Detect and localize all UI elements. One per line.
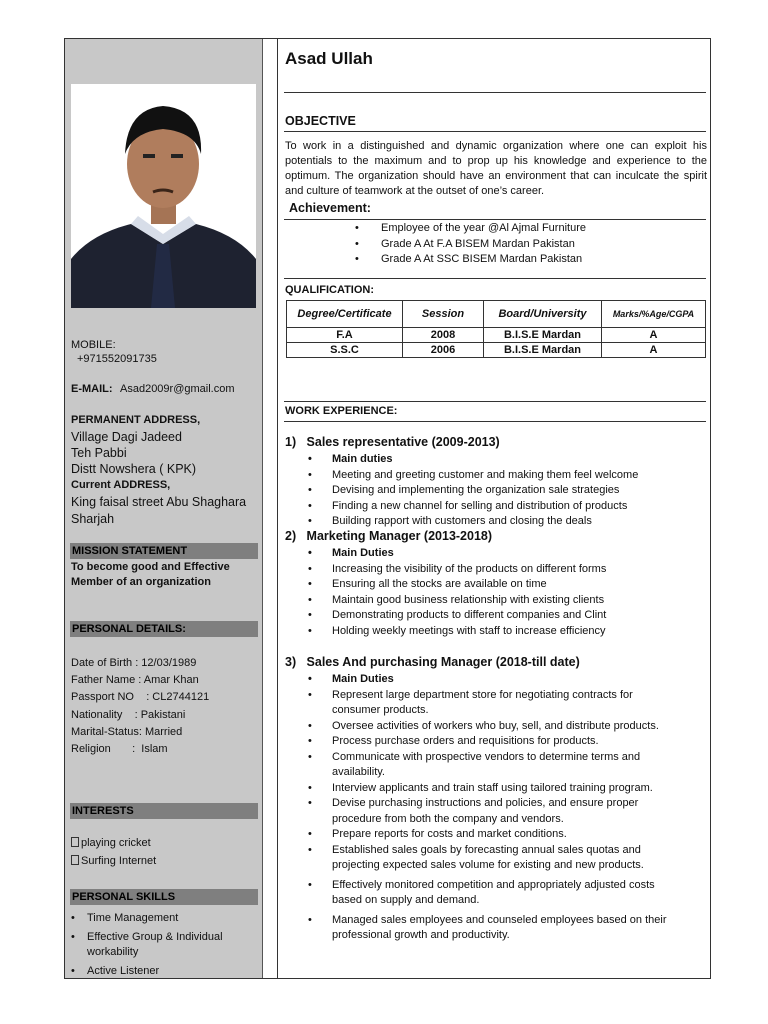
duty-item: • Effectively monitored competition and appropriately adjusted costs based on supply and demand.	[308, 878, 678, 909]
job-title-2: 2) Marketing Manager (2013-2018)	[285, 529, 493, 543]
col-marks: Marks/%Age/CGPA	[602, 301, 706, 328]
achievement-title: Achievement:	[289, 201, 371, 215]
divider	[284, 421, 706, 422]
interest-item	[71, 836, 151, 851]
table-row	[287, 328, 706, 343]
candidate-name: Asad Ullah	[285, 49, 373, 68]
duty-item: • Ensuring all the stocks are available on time	[308, 577, 708, 593]
permanent-address-label: PERMANENT ADDRESS,	[71, 414, 201, 426]
col-degree: Degree/Certificate	[287, 301, 403, 328]
col-board: Board/University	[484, 301, 602, 328]
mission-header: MISSION STATEMENT	[70, 543, 258, 559]
table-cell: B.I.S.E Mardan	[484, 343, 602, 358]
divider	[284, 131, 706, 132]
table-cell: B.I.S.E Mardan	[484, 328, 602, 343]
skill-item: • Time Management	[71, 911, 251, 927]
table-row	[287, 343, 706, 358]
achievement-list	[355, 221, 586, 268]
sidebar	[65, 39, 263, 978]
duty-item: • Holding weekly meetings with staff to increase efficiency	[308, 624, 708, 640]
duty-item: • Established sales goals by forecasting annual sales quotas and projecting expected sales volume for existing and new products.	[308, 843, 678, 874]
table-cell: 2008	[403, 328, 484, 343]
personal-passport: Passport NO : CL2744121	[71, 691, 210, 703]
duty-item: • Finding a new channel for selling and distribution of products	[308, 499, 708, 515]
duty-item: • Prepare reports for costs and market conditions.	[308, 827, 678, 843]
interest-label: Surfing Internet	[81, 855, 157, 867]
interest-label: playing cricket	[81, 837, 151, 849]
divider	[284, 401, 706, 402]
table-cell: S.S.C	[287, 343, 403, 358]
personal-father: Father Name : Amar Khan	[71, 674, 199, 686]
skill-item: • Effective Group & Individual workability	[71, 930, 251, 961]
divider	[284, 219, 706, 220]
table-cell: 2006	[403, 343, 484, 358]
current-address-line-1: King faisal street Abu Shaghara	[71, 495, 247, 509]
personal-religion: Religion : Islam	[71, 743, 168, 755]
personal-dob: Date of Birth : 12/03/1989	[71, 657, 197, 669]
current-address-label: Current ADDRESS,	[71, 479, 171, 491]
duties-label: • Main Duties	[308, 546, 708, 562]
permanent-address-line-1: Village Dagi Jadeed	[71, 430, 182, 444]
job-duties-3	[308, 672, 678, 944]
objective-title: OBJECTIVE	[285, 114, 356, 128]
achievement-item: • Grade A At SSC BISEM Mardan Pakistan	[355, 252, 586, 268]
column-divider	[277, 39, 278, 978]
skill-item: • Active Listener	[71, 964, 251, 980]
duty-item: • Devising and implementing the organization sale strategies	[308, 483, 708, 499]
work-title: WORK EXPERIENCE:	[285, 405, 398, 417]
job-title-1: 1) Sales representative (2009-2013)	[285, 435, 500, 449]
duty-item: • Represent large department store for negotiating contracts for consumer products.	[308, 688, 678, 719]
job-title-3: 3) Sales And purchasing Manager (2018-till date)	[285, 655, 580, 669]
duty-item: • Interview applicants and train staff using tailored training program.	[308, 781, 678, 797]
achievement-item: • Employee of the year @Al Ajmal Furniture	[355, 221, 586, 237]
qualification-title: QUALIFICATION:	[285, 284, 375, 296]
divider	[284, 92, 706, 93]
achievement-item: • Grade A At F.A BISEM Mardan Pakistan	[355, 237, 586, 253]
mission-text: To become good and Effective Member of an organization	[71, 561, 230, 588]
duty-item: • Increasing the visibility of the products on different forms	[308, 562, 708, 578]
duty-item: • Process purchase orders and requisitions for products.	[308, 734, 678, 750]
profile-photo	[71, 84, 256, 308]
duty-item: • Oversee activities of workers who buy, sell, and distribute products.	[308, 719, 678, 735]
personal-nationality: Nationality : Pakistani	[71, 709, 186, 721]
duties-label: • Main duties	[308, 452, 708, 468]
skills-list	[71, 911, 251, 982]
duty-item: • Building rapport with customers and closing the deals	[308, 514, 708, 530]
objective-text: To work in a distinguished and dynamic organization where one can exploit his potentials to the maximum and to prop up his knowledge and experience to the optimum. The organization should have an environment that can inculcate the spirit and culture of teamwork at the outset of one’s career.	[285, 140, 707, 197]
checkbox-glyph-icon	[71, 855, 79, 865]
job-duties-2	[308, 546, 708, 639]
email-label: E-MAIL:	[71, 383, 113, 395]
table-cell: A	[602, 328, 706, 343]
divider	[284, 278, 706, 279]
personal-details-header: PERSONAL DETAILS:	[70, 621, 258, 637]
interest-item	[71, 854, 156, 869]
personal-marital: Marital-Status: Married	[71, 726, 183, 738]
duty-item: • Devise purchasing instructions and policies, and ensure proper procedure from both the company and vendors.	[308, 796, 678, 827]
permanent-address-line-3: Distt Nowshera ( KPK)	[71, 462, 197, 476]
duty-item: • Maintain good business relationship with existing clients	[308, 593, 708, 609]
current-address-line-2: Sharjah	[71, 512, 115, 526]
table-cell: A	[602, 343, 706, 358]
duty-item: • Meeting and greeting customer and making them feel welcome	[308, 468, 708, 484]
job-duties-1	[308, 452, 708, 530]
permanent-address-line-2: Teh Pabbi	[71, 446, 127, 460]
skills-header: PERSONAL SKILLS	[70, 889, 258, 905]
resume-page	[64, 38, 711, 979]
duty-item: • Demonstrating products to different companies and Clint	[308, 608, 708, 624]
table-cell: F.A	[287, 328, 403, 343]
email-value: Asad2009r@gmail.com	[120, 383, 235, 395]
qualification-table	[286, 300, 706, 358]
mobile-label: MOBILE:	[71, 339, 116, 351]
duty-item: • Communicate with prospective vendors to determine terms and availability.	[308, 750, 678, 781]
mobile-number: +971552091735	[77, 353, 157, 365]
checkbox-glyph-icon	[71, 837, 79, 847]
duties-label: • Main Duties	[308, 672, 678, 688]
interests-header: INTERESTS	[70, 803, 258, 819]
duty-item: • Managed sales employees and counseled employees based on their professional growth and productivity.	[308, 913, 678, 944]
col-session: Session	[403, 301, 484, 328]
